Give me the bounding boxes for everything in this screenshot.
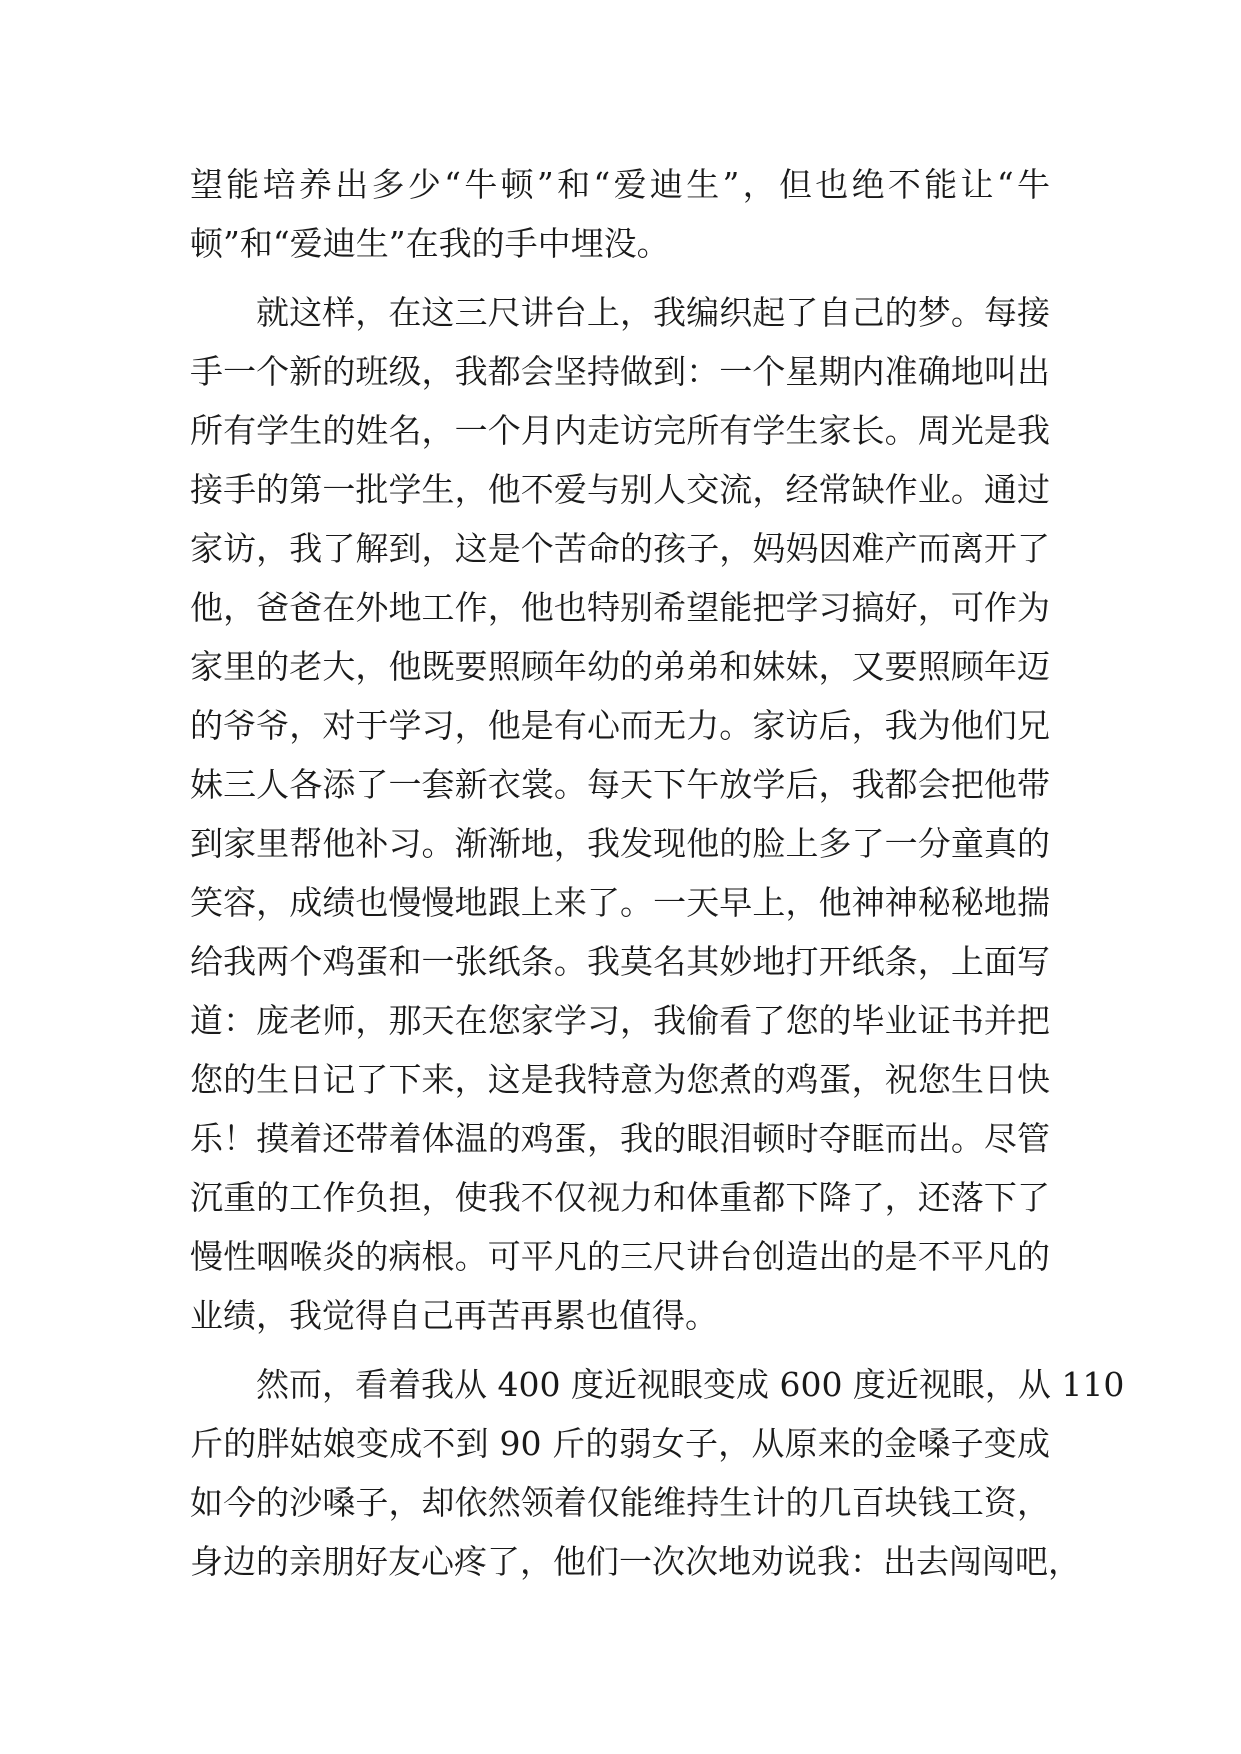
text-line: 沉重的工作负担，使我不仅视力和体重都下降了，还落下了 (190, 1178, 1050, 1217)
text-line: 家里的老大，他既要照顾年幼的弟弟和妹妹，又要照顾年迈 (190, 647, 1050, 686)
text-line: 您的生日记了下来，这是我特意为您煮的鸡蛋，祝您生日快 (190, 1060, 1050, 1099)
document-body (190, 155, 1125, 1591)
text-line: 的爷爷，对于学习，他是有心而无力。家访后，我为他们兄 (190, 706, 1050, 745)
text-line: 手一个新的班级，我都会坚持做到：一个星期内准确地叫出 (190, 352, 1050, 391)
text-line: 慢性咽喉炎的病根。可平凡的三尺讲台创造出的是不平凡的 (190, 1237, 1050, 1276)
text-line: 望能培养出多少“牛顿”和“爱迪生”，但也绝不能让“牛 (190, 165, 1050, 204)
text-line: 到家里帮他补习。渐渐地，我发现他的脸上多了一分童真的 (190, 824, 1050, 863)
paragraph (190, 283, 1050, 1345)
text-line: 然而，看着我从 400 度近视眼变成 600 度近视眼，从 110 (256, 1365, 1125, 1404)
text-line: 给我两个鸡蛋和一张纸条。我莫名其妙地打开纸条，上面写 (190, 942, 1050, 981)
text-line: 就这样，在这三尺讲台上，我编织起了自己的梦。每接 (256, 293, 1050, 332)
text-line: 所有学生的姓名，一个月内走访完所有学生家长。周光是我 (190, 411, 1050, 450)
text-line: 家访，我了解到，这是个苦命的孩子，妈妈因难产而离开了 (190, 529, 1050, 568)
text-line: 斤的胖姑娘变成不到 90 斤的弱女子，从原来的金嗓子变成 (190, 1424, 1050, 1463)
text-line: 妹三人各添了一套新衣裳。每天下午放学后，我都会把他带 (190, 765, 1050, 804)
text-line: 他，爸爸在外地工作，他也特别希望能把学习搞好，可作为 (190, 588, 1050, 627)
text-line: 如今的沙嗓子，却依然领着仅能维持生计的几百块钱工资， (190, 1483, 1050, 1522)
text-line: 接手的第一批学生，他不爱与别人交流，经常缺作业。通过 (190, 470, 1050, 509)
text-line: 乐！摸着还带着体温的鸡蛋，我的眼泪顿时夺眶而出。尽管 (190, 1119, 1050, 1158)
paragraph (190, 1355, 1125, 1591)
text-line: 业绩，我觉得自己再苦再累也值得。 (190, 1296, 718, 1335)
text-line: 身边的亲朋好友心疼了，他们一次次地劝说我：出去闯闯吧， (190, 1542, 1081, 1581)
text-line: 道：庞老师，那天在您家学习，我偷看了您的毕业证书并把 (190, 1001, 1050, 1040)
text-line: 顿”和“爱迪生”在我的手中埋没。 (190, 224, 670, 263)
text-line: 笑容，成绩也慢慢地跟上来了。一天早上，他神神秘秘地揣 (190, 883, 1050, 922)
paragraph (190, 155, 1050, 273)
